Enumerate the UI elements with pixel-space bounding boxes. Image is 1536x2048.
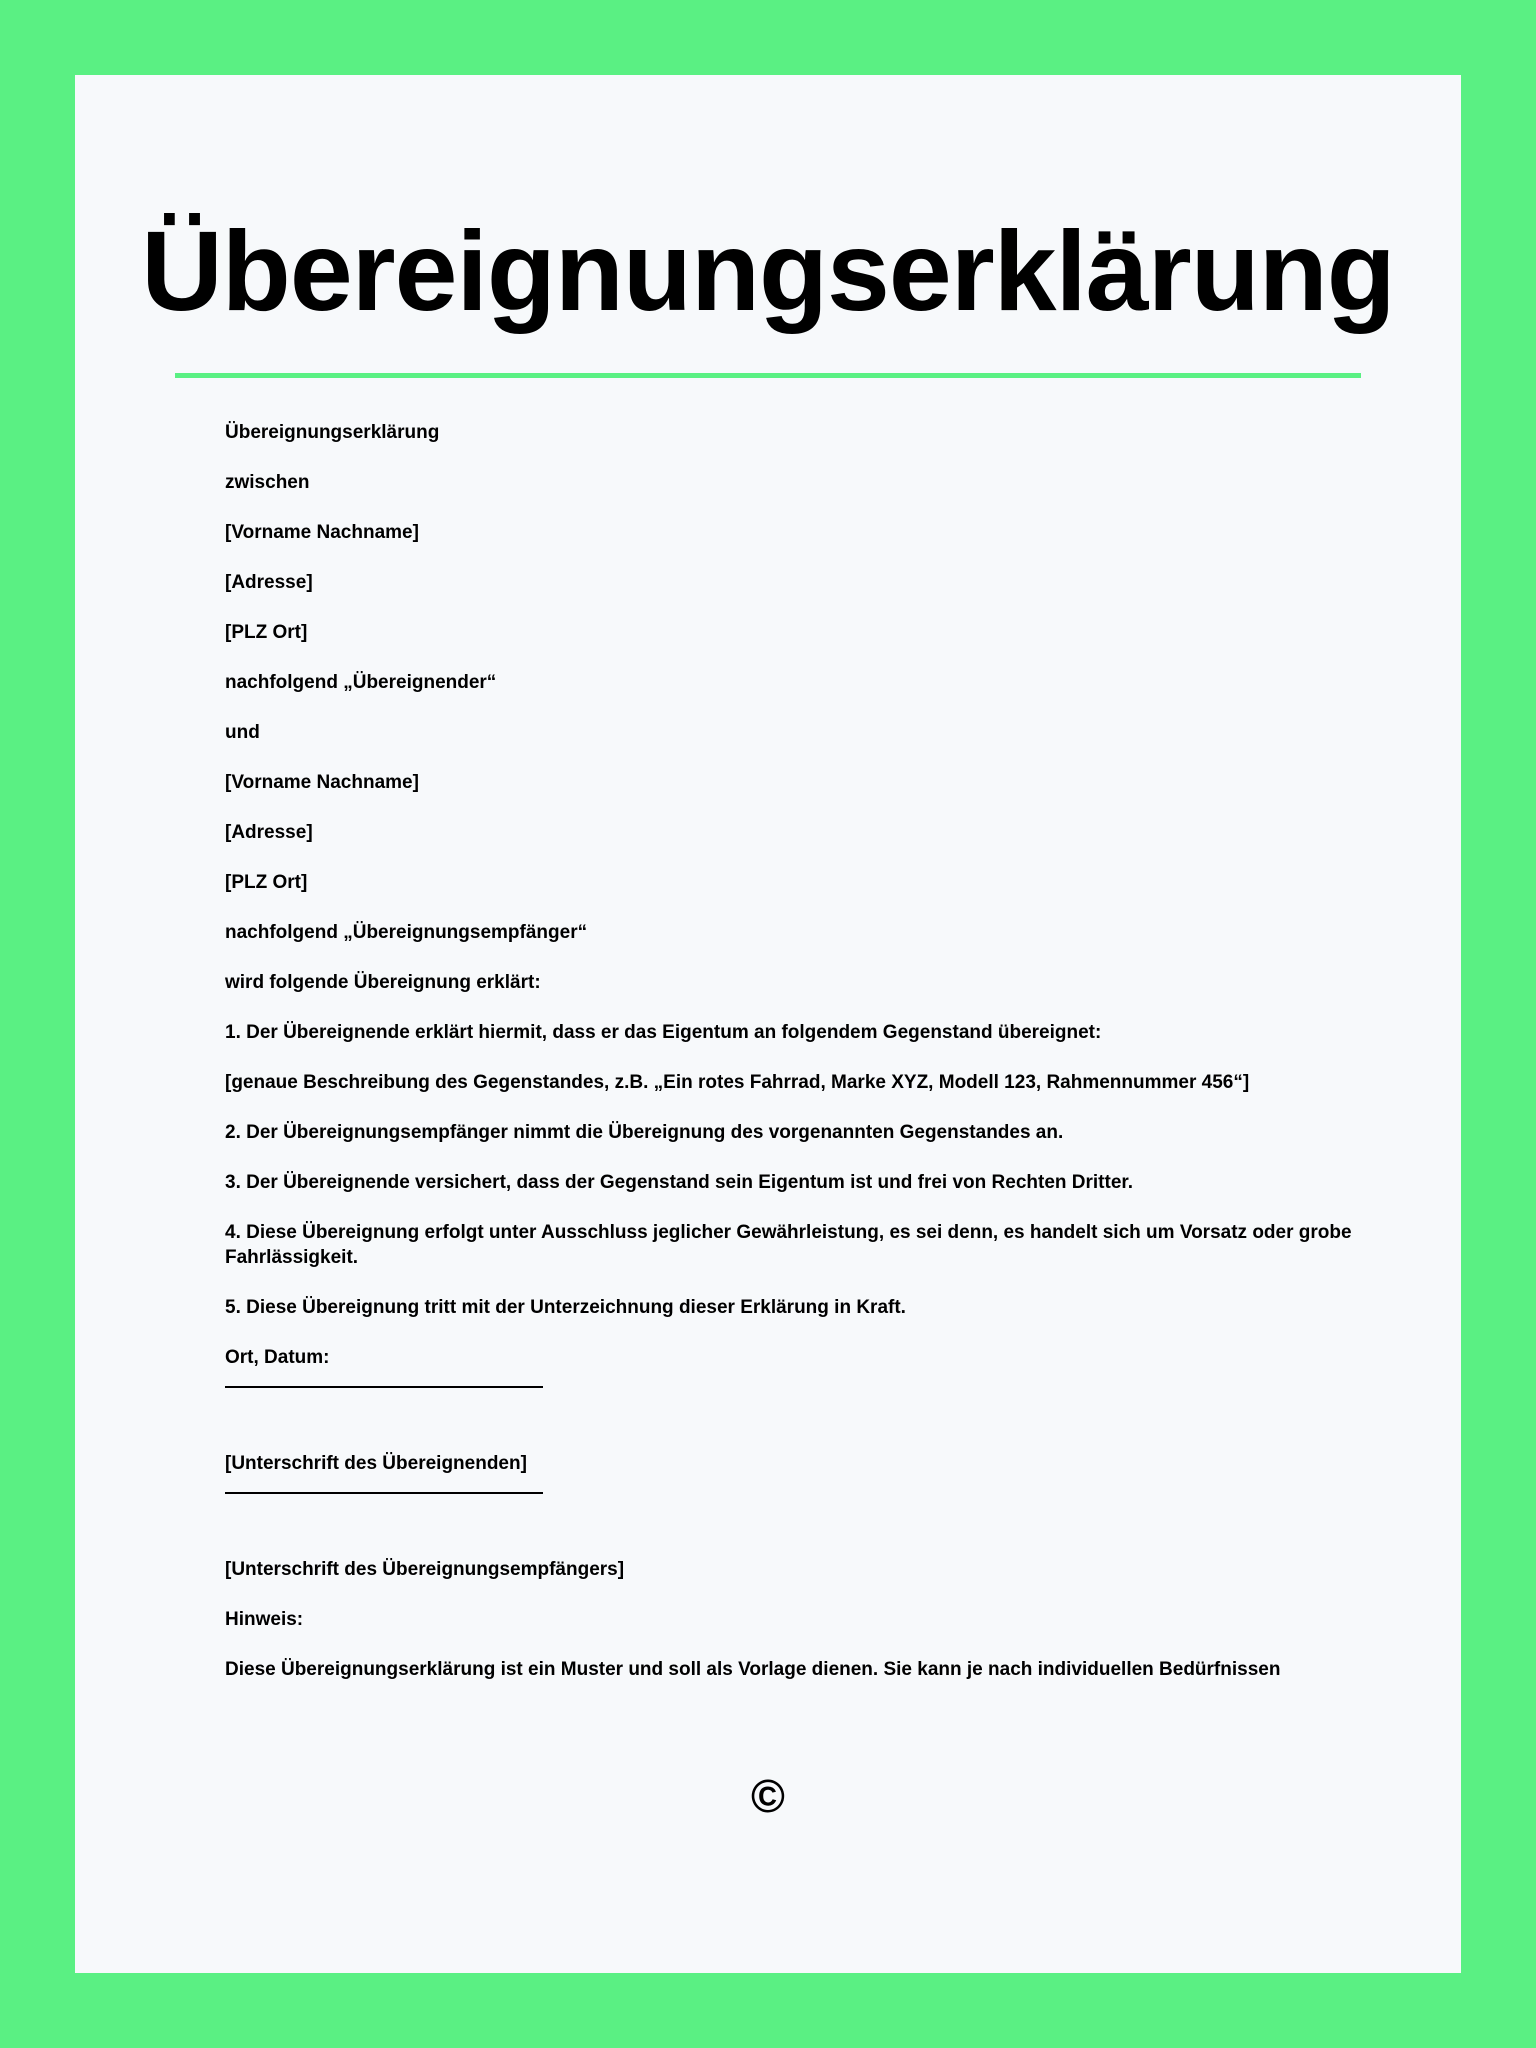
document-page [75, 75, 1461, 1973]
clause-3: 3. Der Übereignende versichert, dass der Gegenstand sein Eigentum ist und frei von Rechten Dritter. [225, 1172, 1134, 1193]
signature-label-transferor: [Unterschrift des Übereignenden] [225, 1453, 527, 1474]
party2-city: [PLZ Ort] [225, 872, 308, 893]
document-body [225, 420, 1425, 1707]
signature-line-transferor [225, 1384, 543, 1388]
declaration-intro: wird folgende Übereignung erklärt: [225, 972, 541, 993]
party2-name: [Vorname Nachname] [225, 772, 419, 793]
title-divider [175, 373, 1361, 378]
and-label: und [225, 722, 260, 743]
party1-city: [PLZ Ort] [225, 622, 308, 643]
party1-role: nachfolgend „Übereignender“ [225, 672, 497, 693]
clause-4: 4. Diese Übereignung erfolgt unter Ausschluss jeglicher Gewährleistung, es sei denn, es handelt sich um Vorsatz oder grobe Fahrlässigkeit. [225, 1222, 1352, 1268]
party2-role: nachfolgend „Übereignungsempfänger“ [225, 922, 588, 943]
clause-1: 1. Der Übereignende erklärt hiermit, dass er das Eigentum an folgendem Gegenstand übereignet: [225, 1022, 1102, 1043]
clause-5: 5. Diese Übereignung tritt mit der Unterzeichnung dieser Erklärung in Kraft. [225, 1297, 906, 1318]
note-text: Diese Übereignungserklärung ist ein Muster und soll als Vorlage dienen. Sie kann je nach individuellen Bedürfnissen [225, 1659, 1281, 1680]
place-date-label: Ort, Datum: [225, 1347, 330, 1368]
party1-address: [Adresse] [225, 572, 313, 593]
signature-line-transferee [225, 1490, 543, 1494]
note-heading: Hinweis: [225, 1609, 304, 1630]
document-title: Übereignungserklärung [141, 208, 1395, 334]
body-heading: Übereignungserklärung [225, 422, 440, 443]
clause-2: 2. Der Übereignungsempfänger nimmt die Übereignung des vorgenannten Gegenstandes an. [225, 1122, 1064, 1143]
party1-name: [Vorname Nachname] [225, 522, 419, 543]
between-label: zwischen [225, 472, 310, 493]
item-description: [genaue Beschreibung des Gegenstandes, z.B. „Ein rotes Fahrrad, Marke XYZ, Modell 123, Rahmennummer 456“] [225, 1072, 1250, 1093]
signature-label-transferee: [Unterschrift des Übereignungsempfängers] [225, 1559, 625, 1580]
copyright-icon: © [751, 1770, 785, 1822]
party2-address: [Adresse] [225, 822, 313, 843]
